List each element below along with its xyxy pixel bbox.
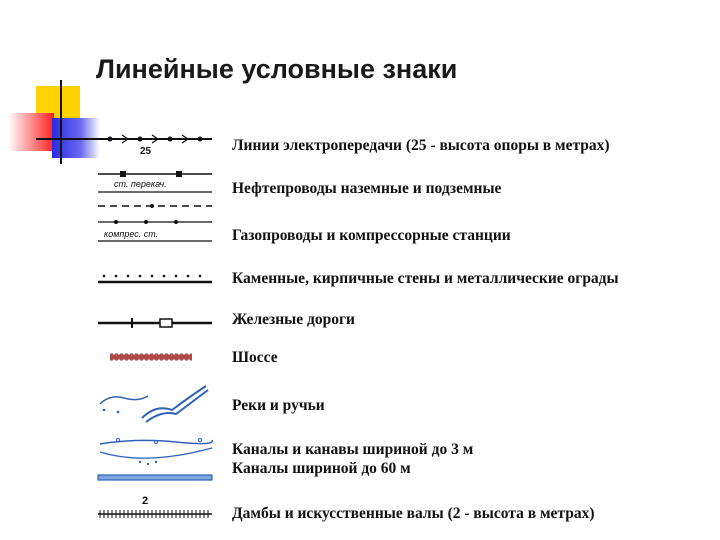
- symbol-label-rivers: Реки и ручьи: [232, 397, 325, 414]
- symbol-label-gas-pipelines: Газопроводы и компрессорные станции: [232, 227, 511, 244]
- symbol-label-walls: Каменные, кирпичные стены и металлические ограды: [232, 270, 619, 287]
- river-symbol: [96, 382, 214, 426]
- decor-red-square: [8, 113, 54, 151]
- symbol-label-dams: Дамбы и искусственные валы (2 - высота в метрах): [232, 505, 595, 522]
- wall-fence-symbol: [96, 272, 214, 288]
- railway-symbol: [96, 315, 214, 331]
- power-line-symbol: [96, 130, 214, 158]
- gas-pipeline-symbol: [96, 216, 214, 246]
- dam-symbol: [96, 494, 214, 522]
- symbol-label-wide-canals: Каналы шириной до 60 м: [232, 460, 411, 477]
- symbol-label-small-canals: Каналы и канавы шириной до 3 м: [232, 441, 474, 458]
- symbol-label-highways: Шоссе: [232, 349, 278, 366]
- symbol-label-railways: Железные дороги: [232, 311, 355, 328]
- decor-vertical-line: [60, 80, 62, 164]
- highway-symbol: [96, 350, 214, 364]
- dam-height-label: 2: [142, 495, 149, 507]
- power-line-height-label: 25: [140, 146, 152, 157]
- canal-symbol: [96, 434, 214, 484]
- compressor-station-label: компрес. ст.: [104, 229, 159, 239]
- symbol-label-oil-pipelines: Нефтепроводы наземные и подземные: [232, 180, 502, 197]
- symbol-label-power-lines: Линии электропередачи (25 - высота опоры в метрах): [232, 137, 610, 154]
- oil-pipeline-symbol: [96, 170, 214, 210]
- pump-station-label: ст. перекач.: [114, 179, 167, 189]
- page-title: Линейные условные знаки: [96, 54, 458, 84]
